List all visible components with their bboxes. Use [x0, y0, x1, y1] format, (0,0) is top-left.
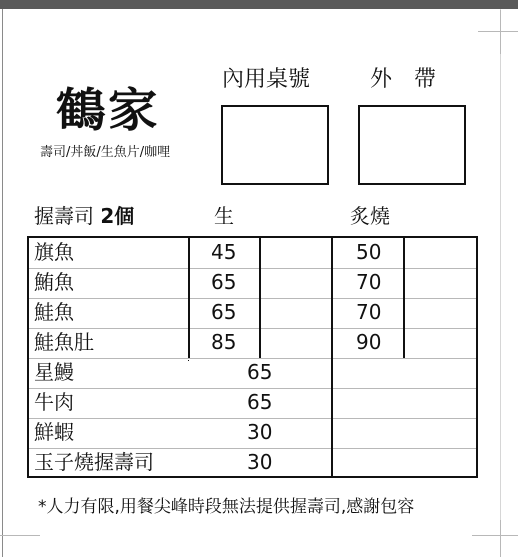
- crop-mark: [478, 31, 518, 32]
- restaurant-logo: 鶴家: [56, 83, 160, 137]
- cuisine-subtitle: 壽司/丼飯/生魚片/咖哩: [40, 145, 171, 160]
- window-top-bar: [0, 0, 518, 9]
- menu-item-price-raw: 30: [247, 450, 273, 474]
- menu-item-price-raw: 65: [247, 360, 273, 384]
- row-separator: [29, 268, 476, 269]
- menu-item-price-raw: 65: [211, 300, 237, 324]
- menu-item-name: 鮭魚: [34, 300, 74, 324]
- row-separator: [29, 298, 476, 299]
- crop-mark: [500, 10, 501, 54]
- menu-item-price-seared: 70: [356, 300, 382, 324]
- column-divider: [331, 238, 333, 478]
- menu-item-price-seared: 90: [356, 330, 382, 354]
- takeout-box: [358, 105, 466, 185]
- column-divider: [259, 238, 261, 358]
- menu-item-price-raw: 45: [211, 240, 237, 264]
- crop-mark: [500, 520, 501, 557]
- dine-in-table-box: [221, 105, 329, 185]
- menu-item-price-raw: 85: [211, 330, 237, 354]
- menu-item-price-seared: 50: [356, 240, 382, 264]
- crop-mark: [0, 535, 40, 536]
- column-divider: [403, 238, 405, 358]
- column-divider: [188, 238, 190, 358]
- menu-item-name: 牛肉: [34, 390, 74, 414]
- menu-item-name: 鮭魚肚: [34, 330, 94, 354]
- page-left-edge: [2, 9, 3, 557]
- menu-item-price-seared: 70: [356, 270, 382, 294]
- menu-item-price-raw: 65: [211, 270, 237, 294]
- menu-item-name: 鮮蝦: [34, 420, 74, 444]
- menu-item-price-raw: 30: [247, 420, 273, 444]
- section-title: [34, 202, 134, 230]
- column-divider: [188, 360, 189, 361]
- takeout-label: 外 帶: [370, 67, 437, 92]
- menu-item-price-raw: 65: [247, 390, 273, 414]
- menu-item-name: 玉子燒握壽司: [34, 450, 154, 474]
- dine-in-label: 內用桌號: [222, 67, 311, 92]
- menu-item-name: 星鰻: [34, 360, 74, 384]
- row-separator: [29, 328, 476, 329]
- menu-item-name: 鮪魚: [34, 270, 74, 294]
- section-title-text: 握壽司: [34, 204, 94, 228]
- crop-mark: [472, 535, 518, 536]
- column-header-seared: 炙燒: [350, 204, 390, 228]
- section-quantity: 2個: [100, 204, 135, 228]
- column-header-raw: 生: [214, 204, 234, 228]
- menu-item-name: 旗魚: [34, 240, 74, 264]
- page-right-edge: [500, 9, 501, 557]
- footer-note: *人力有限,用餐尖峰時段無法提供握壽司,感謝包容: [38, 497, 415, 517]
